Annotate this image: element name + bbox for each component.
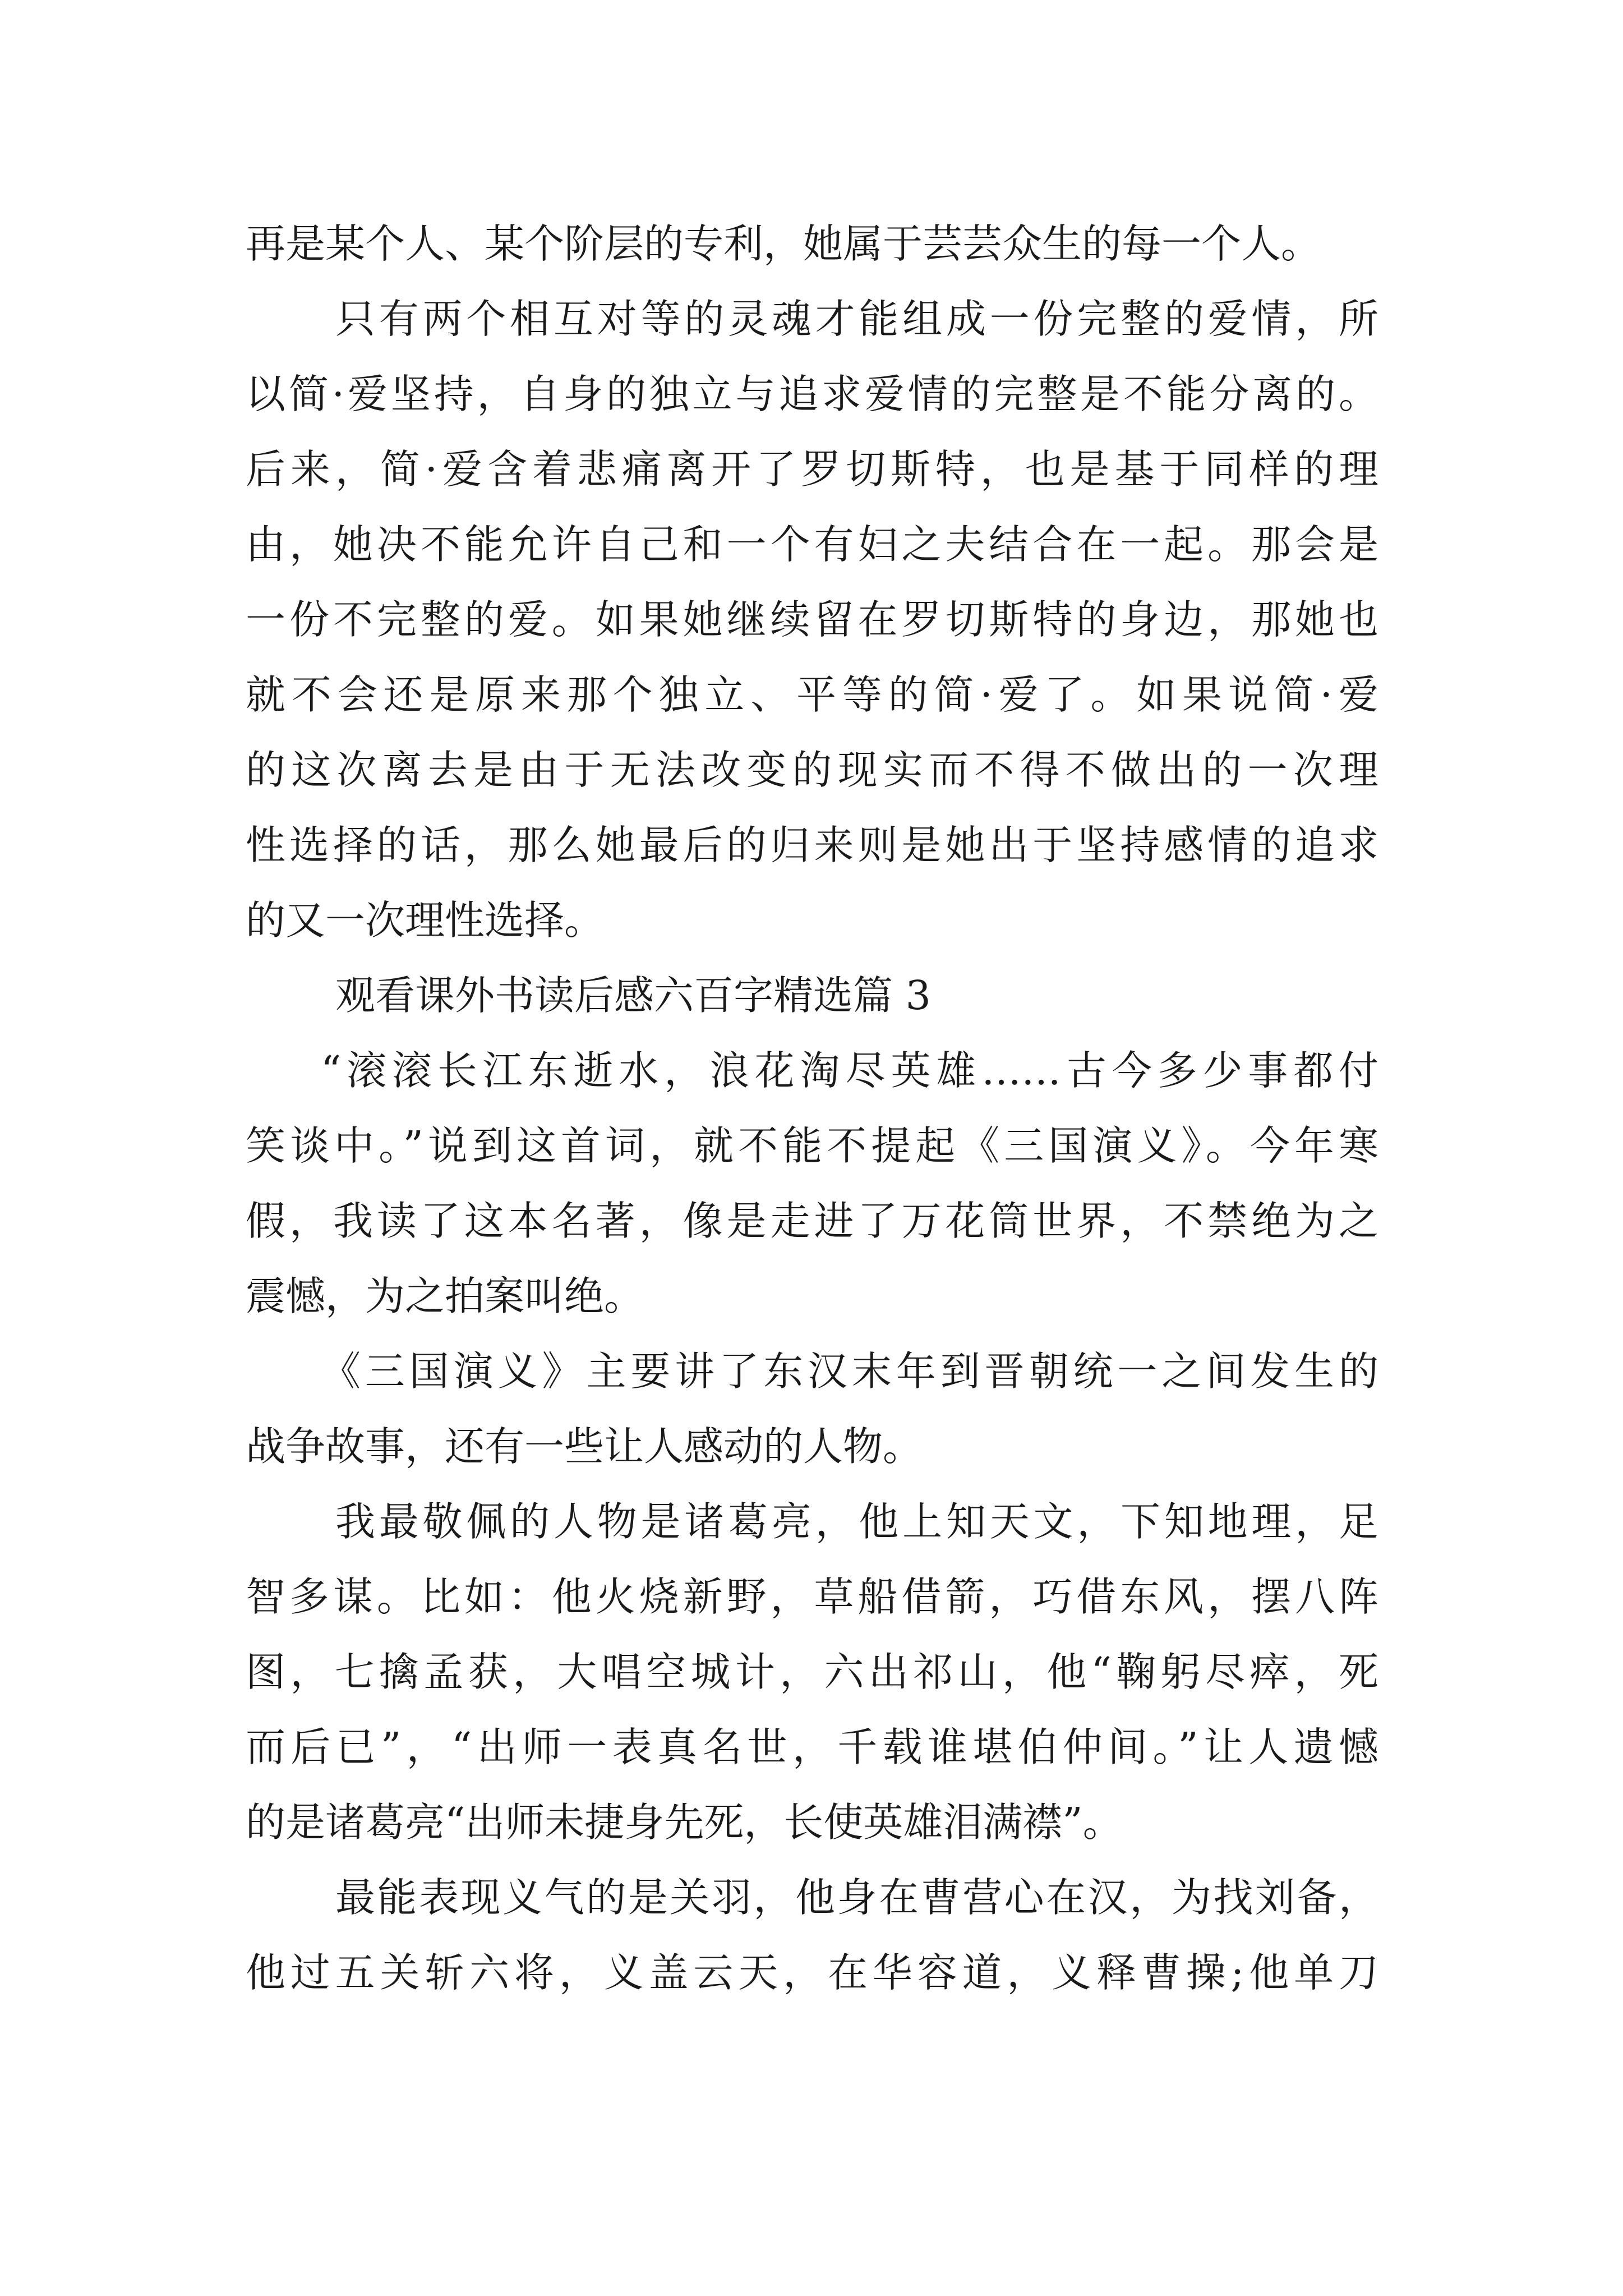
text-line: 最能表现义气的是关羽，他身在曹营心在汉，为找刘备，	[335, 1874, 1378, 1921]
text-line: 性选择的话，那么她最后的归来则是她出于坚持感情的追求	[246, 822, 1378, 868]
text-line: 而后已”，“出师一表真名世，千载谁堪伯仲间。”让人遗憾	[246, 1724, 1378, 1770]
text-line: 的是诸葛亮“出师未捷身先死，长使英雄泪满襟”。	[246, 1799, 1123, 1846]
text-line: 后来，简·爱含着悲痛离开了罗切斯特，也是基于同样的理	[246, 446, 1378, 493]
text-line: 就不会还是原来那个独立、平等的简·爱了。如果说简·爱	[246, 671, 1378, 718]
text-line: 智多谋。比如：他火烧新野，草船借箭，巧借东风，摆八阵	[246, 1573, 1378, 1620]
text-line: 一份不完整的爱。如果她继续留在罗切斯特的身边，那她也	[246, 596, 1378, 643]
text-line: 战争故事，还有一些让人感动的人物。	[246, 1423, 923, 1470]
text-line: 震憾，为之拍案叫绝。	[246, 1273, 644, 1319]
text-line: 假，我读了这本名著，像是走进了万花筒世界，不禁绝为之	[246, 1198, 1378, 1244]
section-heading: 观看课外书读后感六百字精选篇 3	[335, 972, 931, 1019]
text-line: 的又一次理性选择。	[246, 897, 605, 944]
text-line: 的这次离去是由于无法改变的现实而不得不做出的一次理	[246, 747, 1378, 793]
text-line: 只有两个相互对等的灵魂才能组成一份完整的爱情，所	[335, 296, 1378, 342]
text-line: 笑谈中。”说到这首词，就不能不提起《三国演义》。今年寒	[246, 1122, 1378, 1169]
text-line: 以简·爱坚持，自身的独立与追求爱情的完整是不能分离的。	[246, 371, 1378, 417]
text-line: “滚滚长江东逝水，浪花淘尽英雄……古今多少事都付	[321, 1047, 1378, 1094]
text-line: 图，七擒孟获，大唱空城计，六出祁山，他“鞠躬尽瘁，死	[246, 1649, 1378, 1695]
text-line: 《三国演义》主要讲了东汉末年到晋朝统一之间发生的	[321, 1348, 1378, 1395]
text-line: 他过五关斩六将，义盖云天，在华容道，义释曹操;他单刀	[246, 1949, 1378, 1996]
text-line: 由，她决不能允许自己和一个有妇之夫结合在一起。那会是	[246, 521, 1378, 568]
text-line: 再是某个人、某个阶层的专利，她属于芸芸众生的每一个人。	[246, 220, 1321, 267]
text-line: 我最敬佩的人物是诸葛亮，他上知天文，下知地理，足	[335, 1498, 1378, 1545]
